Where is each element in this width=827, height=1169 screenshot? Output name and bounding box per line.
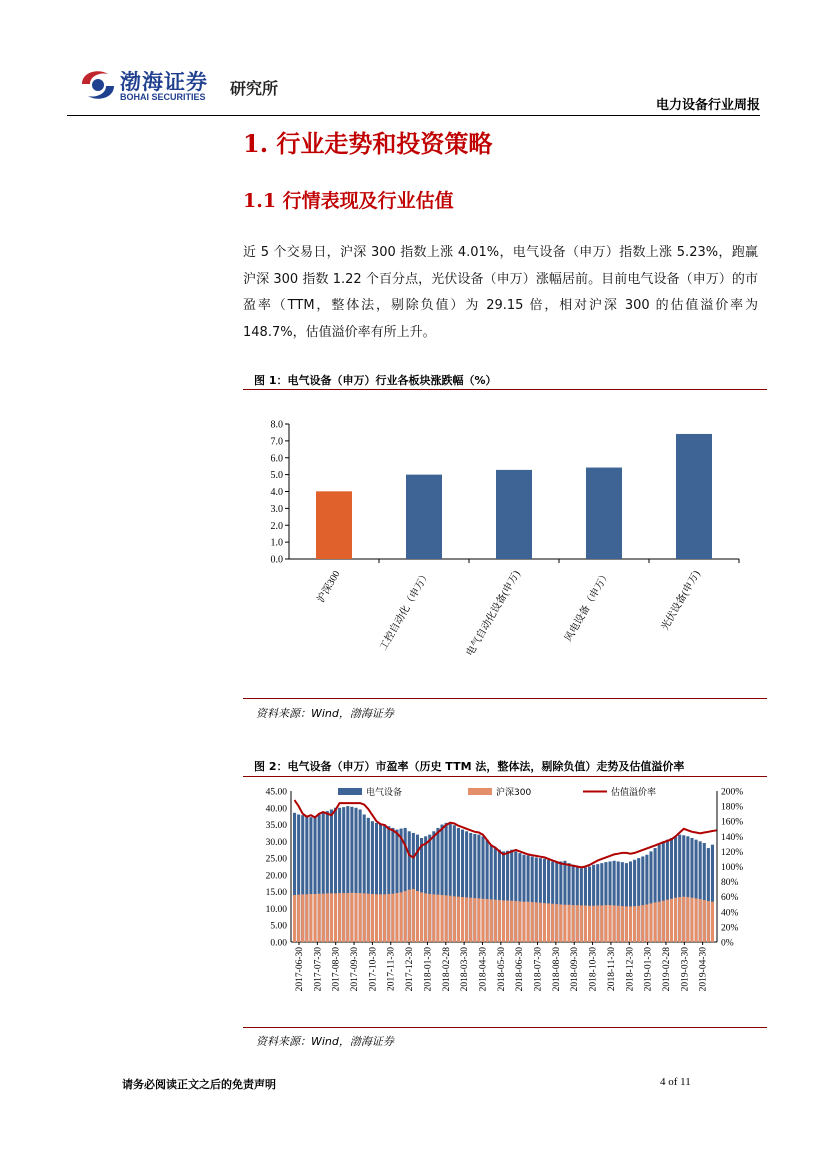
bar-hs300 xyxy=(301,894,304,942)
x-date-label: 2018-01-30 xyxy=(423,947,434,992)
bar-hs300 xyxy=(600,905,603,942)
figure1-bottom-rule xyxy=(243,698,767,699)
right-tick-label: 120% xyxy=(721,847,744,858)
figure2-combo-chart xyxy=(243,779,767,1027)
section-heading: 1. 行业走势和投资策略 xyxy=(243,129,493,158)
x-date-label: 2019-03-30 xyxy=(680,947,691,992)
logo-english: BOHAI SECURITIES xyxy=(120,92,206,102)
x-date-label: 2018-10-30 xyxy=(588,947,599,992)
bar-hs300 xyxy=(412,889,415,942)
figure2-title: 图 2：电气设备（申万）市盈率（历史 TTM 法，整体法，剔除负值）走势及估值溢价率 xyxy=(254,760,685,773)
header-divider xyxy=(67,115,760,116)
y-tick-label: 8.0 xyxy=(270,419,283,431)
x-category-label: 电气自动化设备(申万) xyxy=(464,569,523,659)
x-date-label: 2018-06-30 xyxy=(515,947,526,992)
bar-hs300 xyxy=(350,893,353,942)
bar-hs300 xyxy=(428,894,431,942)
bar-hs300 xyxy=(584,905,587,942)
x-date-label: 2018-12-30 xyxy=(625,947,636,992)
right-tick-label: 160% xyxy=(721,817,744,828)
bar-hs300 xyxy=(383,894,386,942)
bar-hs300 xyxy=(502,900,505,942)
left-tick-label: 20.00 xyxy=(265,871,287,882)
left-tick-label: 30.00 xyxy=(265,837,287,848)
bar-hs300 xyxy=(633,906,636,942)
right-tick-label: 0% xyxy=(721,938,734,949)
bar-hs300 xyxy=(608,905,611,942)
bar-hs300 xyxy=(367,894,370,942)
left-tick-label: 10.00 xyxy=(265,904,287,915)
bar-hs300 xyxy=(711,902,714,942)
bar-hs300 xyxy=(678,897,681,942)
bar-hs300 xyxy=(613,905,616,942)
y-tick-label: 5.0 xyxy=(270,470,283,482)
bar-hs300 xyxy=(379,894,382,942)
bar-hs300 xyxy=(400,892,403,942)
x-date-label: 2019-02-28 xyxy=(661,947,672,992)
bar-hs300 xyxy=(596,905,599,942)
x-category-label: 工控自动化（申万） xyxy=(378,569,433,653)
bar-hs300 xyxy=(395,893,398,942)
bar-hs300 xyxy=(563,905,566,942)
figure1-bar-chart xyxy=(243,392,767,698)
left-tick-label: 15.00 xyxy=(265,888,287,899)
y-tick-label: 7.0 xyxy=(270,436,283,448)
bar-hs300 xyxy=(690,898,693,942)
bar-hs300 xyxy=(510,901,513,942)
bar-hs300 xyxy=(354,893,357,942)
left-tick-label: 5.00 xyxy=(270,921,287,932)
bar-hs300 xyxy=(682,897,685,942)
bar-hs300 xyxy=(404,891,407,942)
figure1-title: 图 1：电气设备（申万）行业各板块涨跌幅（%） xyxy=(254,374,497,387)
left-tick-label: 25.00 xyxy=(265,854,287,865)
right-tick-label: 180% xyxy=(721,802,744,813)
bar-hs300 xyxy=(387,894,390,942)
bar-hs300 xyxy=(498,900,501,942)
bar-hs300 xyxy=(637,906,640,942)
bar-hs300 xyxy=(527,902,530,942)
bar-hs300 xyxy=(707,901,710,942)
bar-hs300 xyxy=(432,894,435,942)
bar-hs300 xyxy=(490,899,493,942)
bar-hs300 xyxy=(473,898,476,942)
x-date-label: 2019-04-30 xyxy=(698,947,709,992)
bar-hs300 xyxy=(551,904,554,942)
bar xyxy=(496,470,532,559)
bar-hs300 xyxy=(617,906,620,942)
bar-hs300 xyxy=(338,893,341,942)
bar-hs300 xyxy=(559,904,562,942)
bar-hs300 xyxy=(703,900,706,942)
bar-hs300 xyxy=(695,898,698,942)
x-date-label: 2017-07-30 xyxy=(313,947,324,992)
subsection-heading: 1.1 行情表现及行业估值 xyxy=(243,190,454,212)
x-date-label: 2017-10-30 xyxy=(368,947,379,992)
bar-hs300 xyxy=(670,899,673,942)
bar-hs300 xyxy=(514,901,517,942)
x-date-label: 2017-06-30 xyxy=(295,947,305,992)
bar-hs300 xyxy=(334,893,337,942)
right-tick-label: 200% xyxy=(721,787,744,798)
bar-hs300 xyxy=(522,902,525,942)
x-date-label: 2018-08-30 xyxy=(551,947,562,992)
bar-hs300 xyxy=(318,894,321,942)
bar-hs300 xyxy=(342,893,345,942)
y-tick-label: 3.0 xyxy=(270,503,283,515)
bar-hs300 xyxy=(481,899,484,942)
x-date-label: 2018-09-30 xyxy=(570,947,581,992)
bar-hs300 xyxy=(649,903,652,942)
bar-hs300 xyxy=(346,893,349,942)
bar-hs300 xyxy=(629,906,632,942)
right-tick-label: 40% xyxy=(721,908,739,919)
figure1-top-rule xyxy=(243,389,767,390)
x-date-label: 2018-04-30 xyxy=(478,947,489,992)
x-date-label: 2018-07-30 xyxy=(533,947,544,992)
bar-hs300 xyxy=(477,898,480,942)
bar-hs300 xyxy=(535,902,538,942)
bar-hs300 xyxy=(436,895,439,942)
bar-hs300 xyxy=(674,898,677,942)
y-tick-label: 6.0 xyxy=(270,453,283,465)
figure2-top-rule xyxy=(243,776,767,777)
bar-hs300 xyxy=(416,891,419,942)
bar-hs300 xyxy=(572,905,575,942)
figure2-bottom-rule xyxy=(243,1027,767,1028)
bar-hs300 xyxy=(641,905,644,942)
x-date-label: 2019-01-30 xyxy=(643,947,654,992)
bar-hs300 xyxy=(453,896,456,942)
bar-hs300 xyxy=(424,893,427,942)
bar-hs300 xyxy=(391,894,394,942)
left-tick-label: 0.00 xyxy=(270,938,287,949)
x-date-label: 2018-02-28 xyxy=(441,947,452,992)
bar-hs300 xyxy=(440,895,443,942)
bar-hs300 xyxy=(547,903,550,942)
bar-hs300 xyxy=(305,894,308,942)
bar-hs300 xyxy=(408,890,411,942)
bar-hs300 xyxy=(518,901,521,942)
bar-hs300 xyxy=(330,893,333,942)
legend-label: 沪深300 xyxy=(496,788,532,798)
bar xyxy=(316,491,352,559)
bar-hs300 xyxy=(375,894,378,942)
bar-hs300 xyxy=(576,905,579,942)
right-tick-label: 140% xyxy=(721,832,744,843)
body-paragraph: 近 5 个交易日，沪深 300 指数上涨 4.01%，电气设备（申万）指数上涨 5.23%，跑赢沪深 300 指数 1.22 个百分点，光伏设备（申万）涨幅居前。目前电气设备（申万）的市盈率（TTM，整体法，剔除负值）为 29.15 倍，相对沪深 300 的估值溢价率为 148.7%，估值溢价率有所上升。 xyxy=(243,245,758,340)
bar-hs300 xyxy=(506,900,509,942)
x-date-label: 2017-08-30 xyxy=(331,947,342,992)
legend-swatch xyxy=(338,788,362,795)
bar-hs300 xyxy=(326,893,329,942)
right-tick-label: 80% xyxy=(721,878,739,889)
bar xyxy=(586,468,622,559)
bar-hs300 xyxy=(313,894,316,942)
bar-hs300 xyxy=(469,898,472,942)
left-tick-label: 45.00 xyxy=(265,787,287,798)
x-date-label: 2017-12-30 xyxy=(405,947,416,992)
bar-hs300 xyxy=(297,895,300,942)
figure2-source: 资料来源：Wind，渤海证券 xyxy=(256,1035,394,1048)
bar-hs300 xyxy=(580,905,583,942)
bar-hs300 xyxy=(449,896,452,942)
bar-hs300 xyxy=(592,906,595,942)
x-date-label: 2017-11-30 xyxy=(386,947,397,991)
bar-hs300 xyxy=(293,895,296,942)
bar-hs300 xyxy=(539,903,542,942)
bar-hs300 xyxy=(699,899,702,942)
bar-hs300 xyxy=(322,894,325,942)
bar-hs300 xyxy=(568,905,571,942)
bar-hs300 xyxy=(363,893,366,942)
left-tick-label: 35.00 xyxy=(265,821,287,832)
y-tick-label: 2.0 xyxy=(270,520,283,532)
figure1-source: 资料来源：Wind，渤海证券 xyxy=(256,707,394,720)
bar-hs300 xyxy=(494,900,497,942)
x-category-label: 风电设备（申万） xyxy=(563,569,613,644)
legend-label: 估值溢价率 xyxy=(611,788,657,798)
bar-hs300 xyxy=(604,905,607,942)
bar-hs300 xyxy=(543,903,546,942)
y-tick-label: 1.0 xyxy=(270,537,283,549)
bar xyxy=(406,475,442,559)
y-tick-label: 0.0 xyxy=(270,554,283,566)
x-category-label: 沪深300 xyxy=(315,569,343,605)
right-tick-label: 60% xyxy=(721,893,739,904)
bar-hs300 xyxy=(486,899,489,942)
bar-hs300 xyxy=(531,902,534,942)
bar-hs300 xyxy=(359,893,362,942)
x-date-label: 2018-03-30 xyxy=(460,947,471,992)
bar-hs300 xyxy=(588,906,591,942)
bar-hs300 xyxy=(309,894,312,942)
right-tick-label: 20% xyxy=(721,923,739,934)
logo-chinese: 渤海证券 xyxy=(120,69,208,94)
institute-label: 研究所 xyxy=(230,79,279,98)
bar-hs300 xyxy=(625,906,628,942)
premium-line xyxy=(295,800,717,867)
bar-hs300 xyxy=(465,897,468,942)
bar-hs300 xyxy=(662,901,665,942)
right-tick-label: 100% xyxy=(721,863,744,873)
bar-hs300 xyxy=(461,897,464,942)
bohai-logo-icon xyxy=(78,66,118,104)
legend-label: 电气设备 xyxy=(366,788,403,798)
bar-hs300 xyxy=(371,894,374,942)
footer-disclaimer: 请务必阅读正文之后的免责声明 xyxy=(122,1078,276,1091)
bar-hs300 xyxy=(621,906,624,942)
bar-hs300 xyxy=(666,900,669,942)
x-date-label: 2017-09-30 xyxy=(350,947,361,992)
x-category-label: 光伏设备(申万) xyxy=(659,569,703,633)
legend-swatch xyxy=(468,788,492,795)
x-date-label: 2018-05-30 xyxy=(496,947,507,992)
page-number: 4 of 11 xyxy=(660,1076,691,1088)
x-date-label: 2018-11-30 xyxy=(606,947,617,991)
bar-hs300 xyxy=(445,895,448,942)
bar-hs300 xyxy=(555,904,558,942)
bar-hs300 xyxy=(654,902,657,942)
bar-hs300 xyxy=(658,902,661,942)
bar-hs300 xyxy=(645,904,648,942)
bar-hs300 xyxy=(686,897,689,942)
bar xyxy=(676,434,712,559)
y-tick-label: 4.0 xyxy=(270,487,283,498)
report-type: 电力设备行业周报 xyxy=(655,98,760,113)
left-tick-label: 40.00 xyxy=(265,804,287,815)
bar-hs300 xyxy=(457,897,460,942)
bar-hs300 xyxy=(420,892,423,942)
